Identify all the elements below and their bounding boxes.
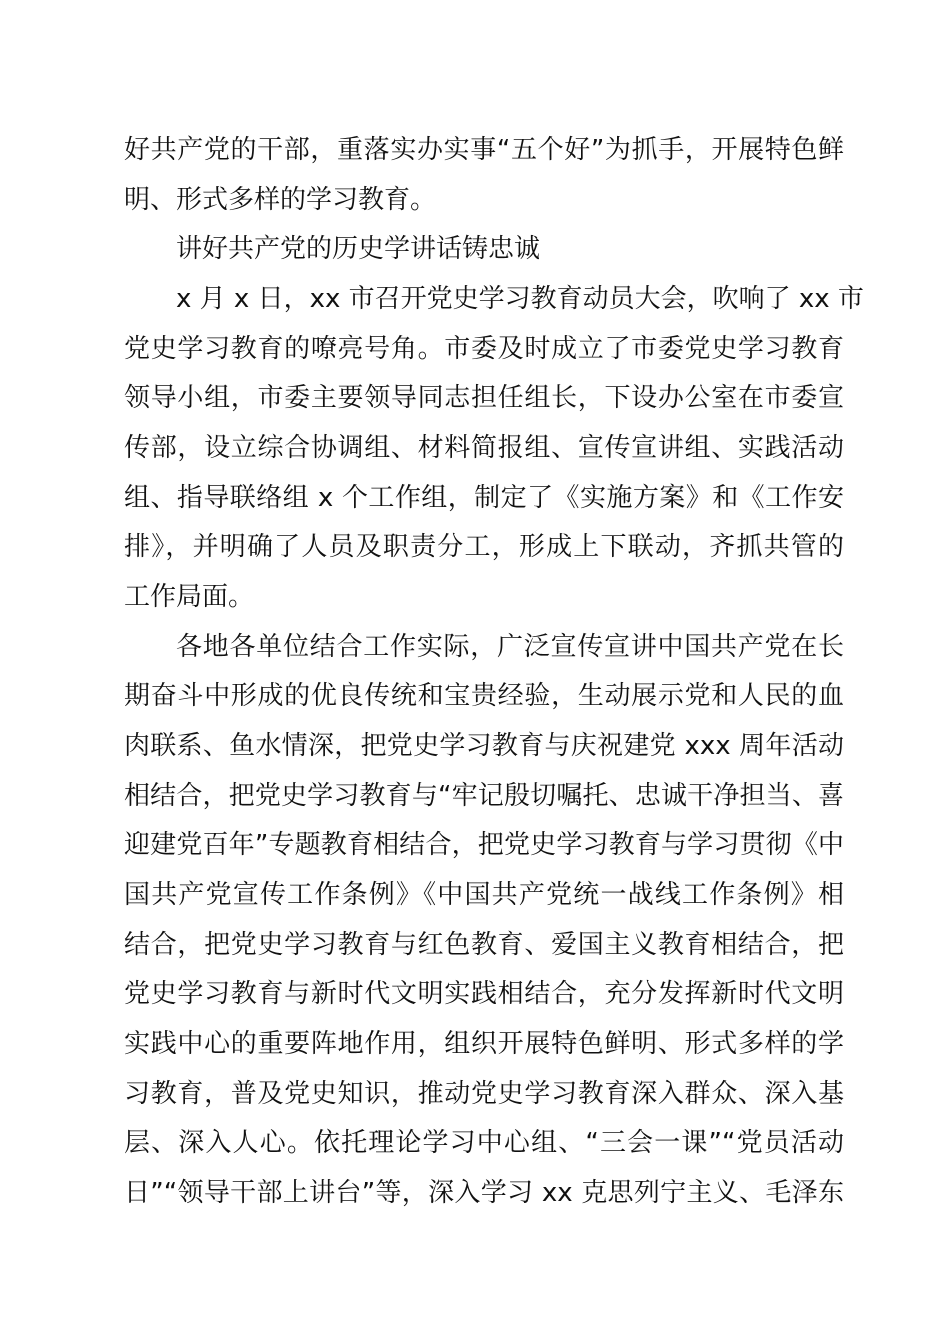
- text-line: x 月 x 日，xx 市召开党史学习教育动员大会，吹响了 xx 市: [176, 284, 864, 314]
- text-line: 组、指导联络组 x 个工作组，制定了《实施方案》和《工作安: [124, 483, 844, 513]
- text-line: 日”“领导干部上讲台”等，深入学习 xx 克思列宁主义、毛泽东: [124, 1178, 844, 1208]
- text-line: 结合，把党史学习教育与红色教育、爱国主义教育相结合，把: [124, 930, 844, 960]
- text-line: 层、深入人心。依托理论学习中心组、“三会一课”“党员活动: [124, 1128, 844, 1158]
- text-line: 好共产党的干部，重落实办实事“五个好”为抓手，开展特色鲜: [124, 135, 844, 165]
- text-line: 排》，并明确了人员及职责分工，形成上下联动，齐抓共管的: [124, 532, 844, 562]
- text-line: 工作局面。: [124, 582, 255, 612]
- text-line: 党史学习教育的嘹亮号角。市委及时成立了市委党史学习教育: [124, 334, 844, 364]
- text-line: 肉联系、鱼水情深，把党史学习教育与庆祝建党 xxx 周年活动: [124, 731, 844, 761]
- text-line: 领导小组，市委主要领导同志担任组长，下设办公室在市委宣: [124, 383, 844, 413]
- text-line: 传部，设立综合协调组、材料简报组、宣传宣讲组、实践活动: [124, 433, 844, 463]
- text-line: 各地各单位结合工作实际，广泛宣传宣讲中国共产党在长: [176, 632, 844, 662]
- text-line: 国共产党宣传工作条例》《中国共产党统一战线工作条例》相: [124, 880, 844, 910]
- text-line: 实践中心的重要阵地作用，组织开展特色鲜明、形式多样的学: [124, 1029, 844, 1059]
- text-line: 期奋斗中形成的优良传统和宝贵经验，生动展示党和人民的血: [124, 681, 844, 711]
- section-heading: 讲好共产党的历史学讲话铸忠诚: [176, 234, 541, 264]
- text-line: 迎建党百年”专题教育相结合，把党史学习教育与学习贯彻《中: [124, 830, 844, 860]
- text-line: 习教育，普及党史知识，推动党史学习教育深入群众、深入基: [124, 1079, 844, 1109]
- text-line: 党史学习教育与新时代文明实践相结合，充分发挥新时代文明: [124, 979, 844, 1009]
- text-line: 明、形式多样的学习教育。: [124, 185, 437, 215]
- text-line: 相结合，把党史学习教育与“牢记殷切嘱托、忠诚干净担当、喜: [124, 781, 844, 811]
